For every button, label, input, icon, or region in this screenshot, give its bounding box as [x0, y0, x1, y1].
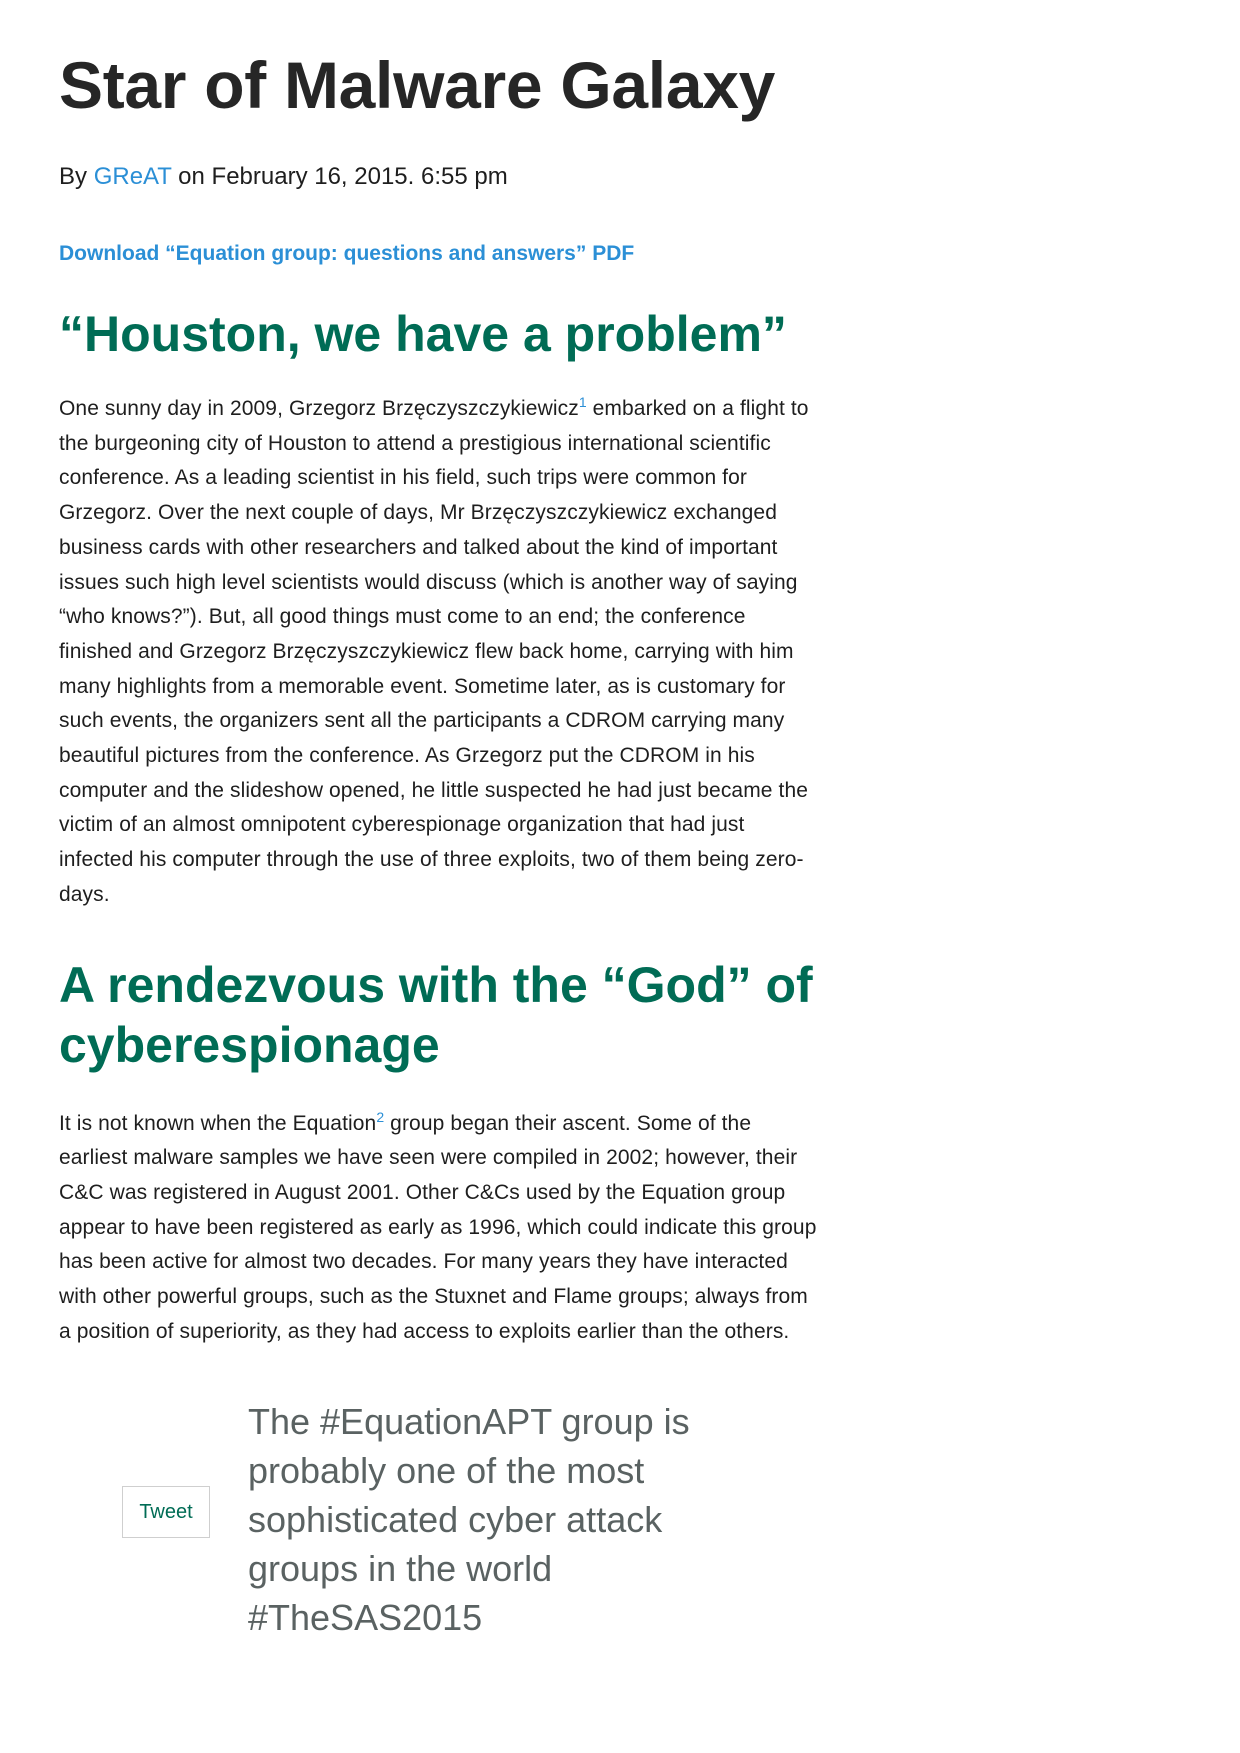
paragraph-text: One sunny day in 2009, Grzegorz Brzęczyszczykiewicz: [59, 397, 579, 420]
tweet-button[interactable]: Tweet: [122, 1486, 210, 1538]
footnote-ref-1[interactable]: 1: [578, 394, 587, 410]
byline: [59, 162, 819, 192]
paragraph-text: group began their ascent. Some of the earliest malware samples we have seen were compiled in 2002; however, their C&C was registered in August 2001. Other C&Cs used by the Equation group appear to have been registered as early as 1996, which could indicate this group has been active for almost two decades. For many years they have interacted with other powerful groups, such as the Stuxnet and Flame groups; always from a position of superiority, as they had access to exploits earlier than the others.: [59, 1111, 817, 1343]
section-paragraph-rendezvous: [59, 1107, 819, 1350]
section-heading-rendezvous: A rendezvous with the “God” of cyberespionage: [59, 956, 813, 1073]
click-to-tweet: [59, 1397, 819, 1657]
author-link[interactable]: GReAT: [93, 163, 172, 190]
article: [59, 40, 819, 1657]
byline-prefix: By: [59, 163, 94, 190]
section-paragraph-houston: [59, 392, 819, 913]
paragraph-text: It is not known when the Equation: [59, 1111, 377, 1135]
section-heading-houston: “Houston, we have a problem”: [59, 306, 787, 362]
page-title: Star of Malware Galaxy: [59, 48, 776, 122]
download-pdf-link[interactable]: Download “Equation group: questions and answers” PDF: [59, 242, 635, 265]
footnote-ref-2[interactable]: 2: [376, 1108, 385, 1125]
publish-date: on February 16, 2015. 6:55 pm: [171, 163, 508, 190]
tweet-quote: The #EquationAPT group is probably one of the most sophisticated cyber attack groups in the world #TheSAS2015: [248, 1401, 690, 1639]
paragraph-text: embarked on a flight to the burgeoning city of Houston to attend a prestigious international scientific conference. As a leading scientist in his field, such trips were common for Grzegorz. Over the next couple of days, Mr Brzęczyszczykiewicz exchanged business cards with other researchers and talked about the kind of important issues such high level scientists would discuss (which is another way of saying “who knows?”). But, all good things must come to an end; the conference finished and Grzegorz Brzęczyszczykiewicz flew back home, carrying with him many highlights from a memorable event. Sometime later, as is customary for such events, the organizers sent all the participants a CDROM carrying many beautiful pictures from the conference. As Grzegorz put the CDROM in his computer and the slideshow opened, he little suspected he had just became the victim of an almost omnipotent cyberespionage organization that had just infected his computer through the use of three exploits, two of them being zero-days.: [59, 397, 809, 906]
